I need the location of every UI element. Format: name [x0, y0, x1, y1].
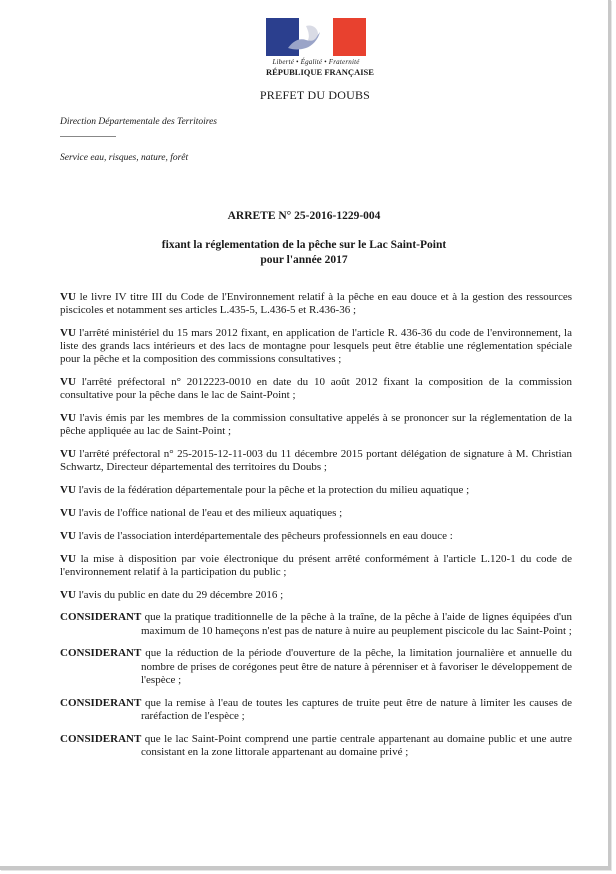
vu-paragraph: [60, 412, 572, 438]
paragraph-keyword: CONSIDERANT: [60, 696, 142, 709]
paragraph-keyword: VU: [60, 448, 76, 461]
vu-paragraph: [60, 553, 572, 579]
considerant-paragraph: [60, 733, 572, 759]
subject-line-1: fixant la réglementation de la pêche sur le Lac Saint-Point: [161, 239, 447, 251]
considerant-paragraph: [60, 611, 572, 637]
paragraph-text: l'arrêté préfectoral n° 25-2015-12-11-003 du 11 décembre 2015 portant délégation de signature à M. Christian Schwartz, Directeur départemental des territoires du Doubs ;: [60, 448, 572, 474]
direction-label: Direction Départementale des Territoires: [60, 117, 217, 127]
paragraph-keyword: CONSIDERANT: [60, 732, 142, 745]
paragraph-text: l'arrêté préfectoral n° 2012223-0010 en date du 10 août 2012 fixant la composition de la commission consultative pour la pêche dans le lac de Saint-Point ;: [60, 376, 573, 402]
vu-paragraph: [60, 589, 572, 602]
paragraph-text: que la remise à l'eau de toutes les captures de truite peut être de nature à limiter les causes de raréfaction de l'espèce ;: [141, 696, 573, 722]
vu-paragraph: [60, 291, 572, 317]
paragraph-keyword: CONSIDERANT: [60, 611, 142, 624]
paragraph-keyword: VU: [60, 376, 76, 389]
paragraph-keyword: VU: [60, 291, 76, 303]
divider: [60, 136, 116, 137]
republic-label: RÉPUBLIQUE FRANÇAISE: [266, 67, 374, 77]
paragraph-text: l'avis émis par les membres de la commission consultative appelés à se prononcer sur la réglementation de la pêche appliquée au lac de Saint-Point ;: [60, 412, 572, 438]
paragraph-keyword: CONSIDERANT: [60, 647, 142, 660]
vu-paragraph: [60, 507, 572, 520]
paragraph-text: l'avis du public en date du 29 décembre 2016 ;: [78, 588, 284, 601]
paragraph-keyword: VU: [60, 552, 76, 565]
paragraph-text: l'arrêté ministériel du 15 mars 2012 fixant, en application de l'article R. 436-36 du code de l'environnement, la liste des grands lacs intérieurs et des lacs de montagne pour lesquels peut être établie une réglementation spéciale pour la pêche et la composition des commissions consultatives ;: [60, 327, 572, 366]
motto: Liberté • Égalité • Fraternité: [272, 58, 360, 66]
paragraph-text: la mise à disposition par voie électronique du présent arrêté conformément à l'article L.120-1 du code de l'environnement relatif à la participation du public ;: [60, 552, 573, 578]
prefet-label: PREFET DU DOUBS: [259, 88, 371, 102]
vu-paragraph: [60, 448, 572, 474]
paragraph-keyword: VU: [60, 507, 76, 519]
vu-paragraph: [60, 327, 572, 367]
flag-marianne-icon: [266, 18, 366, 56]
paragraph-text: l'avis de l'association interdépartementale des pêcheurs professionnels en eau douce :: [78, 529, 453, 542]
paragraph-text: le livre IV titre III du Code de l'Environnement relatif à la pêche en eau douce et à la gestion des ressources piscicoles et notamment ses articles L.435-5, L.436-5 et R.436-36 ;: [60, 291, 572, 317]
paragraph-text: que le lac Saint-Point comprend une partie centrale appartenant au domaine public et une autre consistant en la zone littorale appartenant au domaine privé ;: [141, 732, 572, 758]
paragraph-keyword: VU: [60, 529, 76, 542]
vu-paragraph: [60, 530, 572, 543]
document-body: [60, 291, 572, 769]
paragraph-text: l'avis de la fédération départementale pour la pêche et la protection du milieu aquatique ;: [78, 484, 470, 497]
paragraph-text: l'avis de l'office national de l'eau et des milieux aquatiques ;: [78, 507, 343, 519]
considerant-paragraph: [60, 697, 572, 723]
paragraph-keyword: VU: [60, 412, 76, 425]
arrete-number: ARRETE N° 25-2016-1229-004: [227, 210, 381, 222]
considerant-paragraph: [60, 647, 572, 687]
vu-paragraph: [60, 376, 572, 402]
marianne-logo: [266, 18, 374, 77]
paragraph-keyword: VU: [60, 484, 76, 497]
paragraph-text: que la réduction de la période d'ouverture de la pêche, la limitation journalière et annuelle du nombre de prises de corégones peut être de nature à pérenniser et à favoriser le développement de l'espèce ;: [141, 647, 572, 686]
paragraph-text: que la pratique traditionnelle de la pêche à la traîne, de la pêche à l'aide de lignes équipées d'un maximum de 10 hameçons n'est pas de nature à nuire au peuplement piscicole du lac Saint-Point ;: [141, 611, 573, 637]
subject-line-2: pour l'année 2017: [260, 254, 348, 266]
arrete-subject: [0, 238, 608, 268]
vu-paragraph: [60, 484, 572, 497]
paragraph-keyword: VU: [60, 588, 76, 601]
paragraph-keyword: VU: [60, 327, 76, 339]
service-label: Service eau, risques, nature, forêt: [60, 153, 189, 163]
